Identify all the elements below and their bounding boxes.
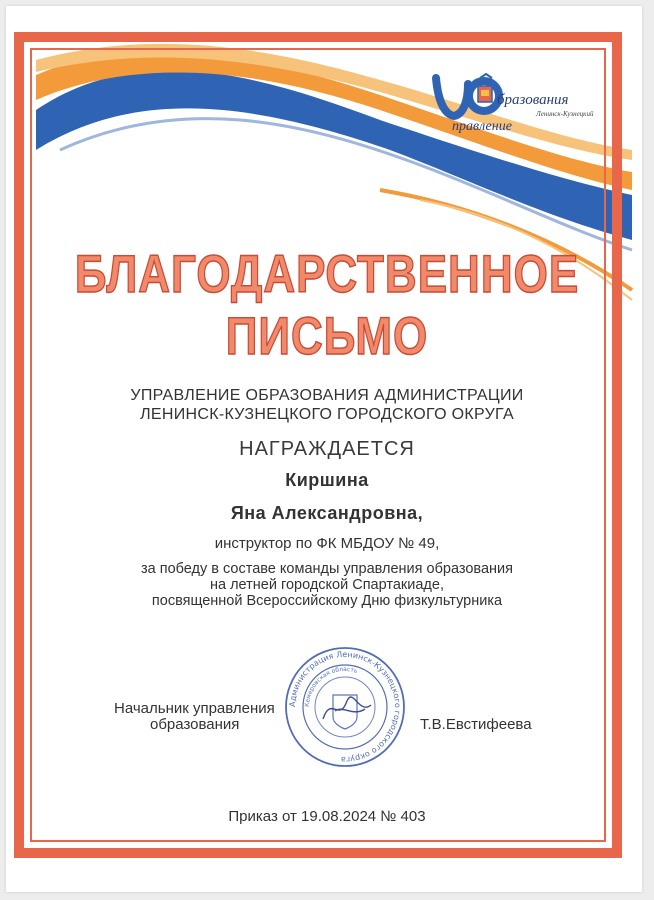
reason-line3: посвященной Всероссийскому Дню физкультурника [151, 593, 503, 609]
organization-line1: УПРАВЛЕНИЕ ОБРАЗОВАНИЯ АДМИНИСТРАЦИИ [130, 387, 524, 404]
official-seal-stamp [283, 645, 407, 769]
signatory-title-line2: образования [150, 716, 240, 733]
recipient-name: Яна Александровна, [230, 503, 424, 523]
seal-outer-text: Администрация Ленинск-Кузнецкого городского округа [287, 649, 403, 765]
handwritten-signature [323, 697, 371, 719]
logo-text-city: Ленинск-Кузнецкий [536, 110, 594, 118]
education-department-logo [432, 70, 602, 140]
logo-text-upravlenie: правление [452, 119, 512, 134]
certificate-title-line1: БЛАГОДАРСТВЕННОЕ [74, 245, 580, 304]
logo-text-obrazovaniya: бразования [497, 92, 569, 108]
awarded-label: НАГРАЖДАЕТСЯ [239, 438, 415, 460]
certificate-title-line2: ПИСЬМО [225, 307, 429, 366]
organization-line2: ЛЕНИНСК-КУЗНЕЦКОГО ГОРОДСКОГО ОКРУГА [140, 406, 514, 423]
reason-line1: за победу в составе команды управления образования [140, 561, 513, 577]
seal-inner-text: Кемеровская область [303, 665, 359, 708]
reason-line2: на летней городской Спартакиаде, [210, 577, 444, 593]
recipient-surname: Киршина [285, 470, 369, 490]
signatory-name: Т.В.Евстифеева [420, 716, 532, 733]
signatory-title-line1: Начальник управления [114, 700, 275, 717]
recipient-position: инструктор по ФК МБДОУ № 49, [214, 535, 440, 552]
order-reference: Приказ от 19.08.2024 № 403 [228, 808, 426, 825]
